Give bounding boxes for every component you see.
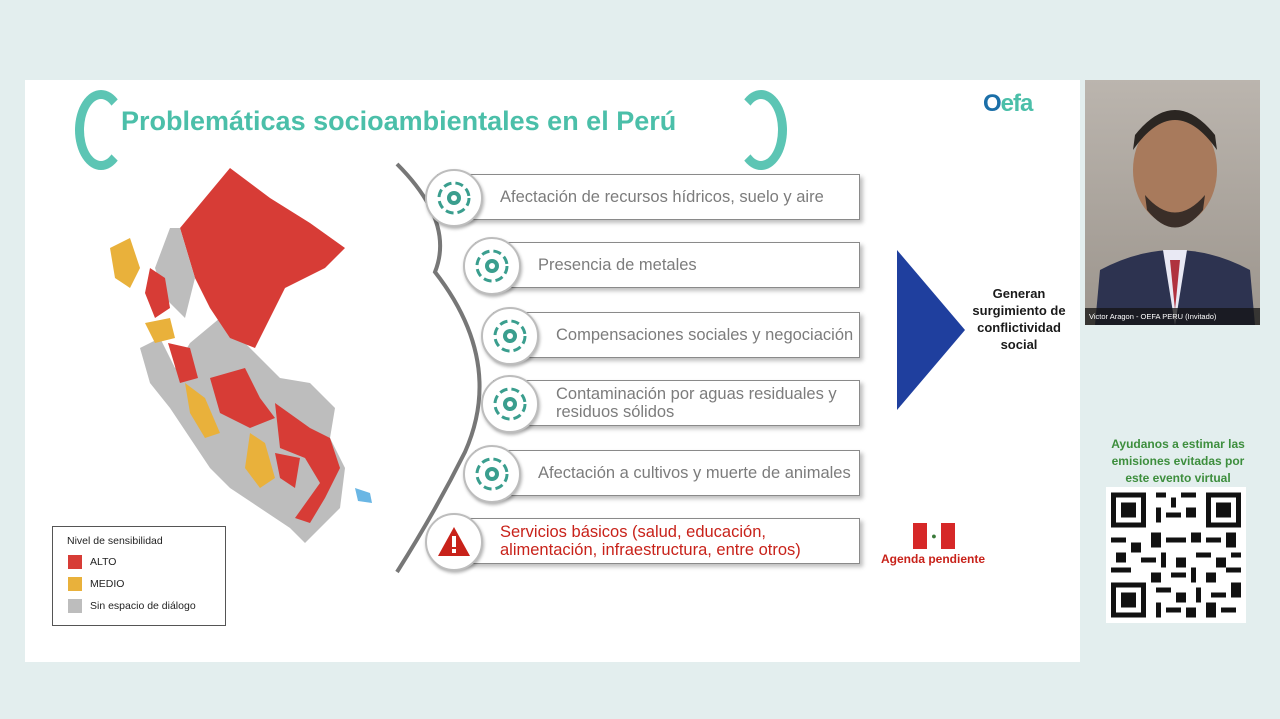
issue-text: Compensaciones sociales y negociación bbox=[556, 325, 854, 344]
gear-cycle-icon bbox=[463, 445, 521, 503]
legend-label: Sin espacio de diálogo bbox=[90, 600, 196, 612]
legend-swatch bbox=[68, 577, 82, 591]
legend-item-alto bbox=[68, 555, 116, 569]
participant-caption: Victor Aragon - OEFA PERU (Invitado) bbox=[1085, 308, 1260, 325]
issue-item-1 bbox=[437, 174, 860, 220]
issue-item-6 bbox=[437, 518, 860, 564]
issue-text: Afectación a cultivos y muerte de animales bbox=[538, 463, 851, 482]
legend-item-sin-espacio bbox=[68, 599, 196, 613]
issue-text: Servicios básicos (salud, educación, alimentación, infraestructura, entre otros) bbox=[500, 522, 801, 559]
issue-item-3 bbox=[493, 312, 860, 358]
map-region-yellow-coast bbox=[145, 318, 175, 343]
legend-swatch bbox=[68, 555, 82, 569]
issue-text: Afectación de recursos hídricos, suelo y aire bbox=[500, 187, 824, 206]
presentation-slide bbox=[25, 80, 1080, 662]
issue-item-5 bbox=[475, 450, 860, 496]
map-region-yellow-nw bbox=[110, 238, 140, 288]
issue-item-2 bbox=[475, 242, 860, 288]
qr-code[interactable] bbox=[1106, 487, 1246, 623]
oefa-logo: Oefa bbox=[983, 90, 1033, 117]
issue-item-4 bbox=[493, 380, 860, 426]
issue-text: Presencia de metales bbox=[538, 255, 697, 274]
peru-flag-icon: ● bbox=[913, 523, 955, 549]
agenda-label: Agenda pendiente bbox=[881, 552, 986, 566]
gear-cycle-icon bbox=[481, 307, 539, 365]
left-bracket-decoration bbox=[75, 90, 127, 170]
participant-avatar bbox=[1085, 80, 1260, 325]
map-legend bbox=[52, 526, 226, 626]
legend-label: ALTO bbox=[90, 556, 117, 568]
right-bracket-decoration bbox=[735, 90, 787, 170]
warning-icon bbox=[425, 513, 483, 571]
gear-cycle-icon bbox=[481, 375, 539, 433]
gear-cycle-icon bbox=[425, 169, 483, 227]
participant-video-tile[interactable] bbox=[1085, 80, 1260, 325]
legend-swatch bbox=[68, 599, 82, 613]
conclusion-text: Generan surgimiento de conflictividad social bbox=[972, 286, 1066, 352]
qr-prompt-text: Ayudanos a estimar las emisiones evitadas por este evento virtual bbox=[1111, 437, 1245, 485]
legend-label: MEDIO bbox=[90, 578, 125, 590]
legend-item-medio bbox=[68, 577, 124, 591]
arrow-right-icon bbox=[895, 250, 967, 410]
gear-cycle-icon bbox=[463, 237, 521, 295]
issue-text: Contaminación por aguas residuales y residuos sólidos bbox=[556, 384, 837, 421]
title-area bbox=[75, 90, 775, 160]
issues-timeline bbox=[395, 162, 860, 582]
map-lake-icon bbox=[355, 488, 372, 503]
legend-title: Nivel de sensibilidad bbox=[67, 535, 163, 547]
map-region-red-north bbox=[180, 168, 345, 348]
peru-sensitivity-map bbox=[80, 168, 380, 553]
slide-title: Problemáticas socioambientales en el Perú bbox=[121, 106, 677, 136]
